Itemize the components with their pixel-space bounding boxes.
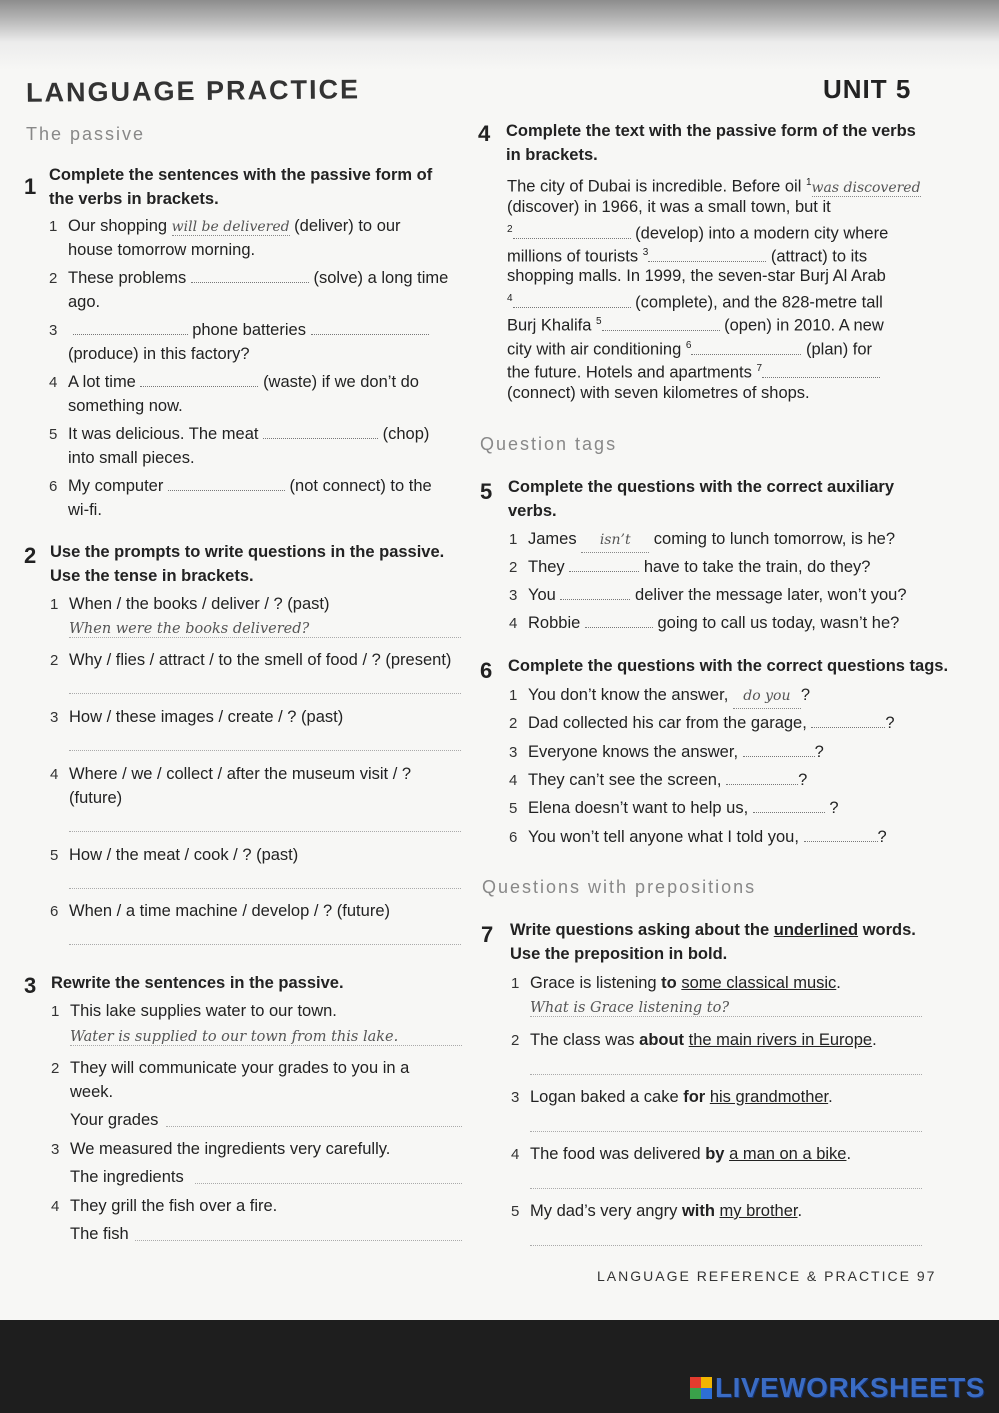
answer-field[interactable]: do you [733, 684, 801, 709]
answer-field[interactable]: will be delivered [171, 219, 290, 235]
exercise-2-item: 1 When / the books / deliver / ? (past) [50, 595, 330, 613]
exercise-7-instruction: Write questions asking about the underlined words. Use the preposition in bold. [510, 921, 916, 963]
exercise-number: 4 [478, 121, 491, 146]
answer-line[interactable] [69, 888, 461, 889]
exercise-4-instruction: Complete the text with the passive form of the verbs in brackets. [506, 122, 916, 164]
exercise-5-instruction: Complete the questions with the correct auxiliary verbs. [508, 478, 895, 520]
exercise-3-instruction: Rewrite the sentences in the passive. [51, 974, 344, 992]
unit-label: UNIT 5 [823, 74, 912, 104]
answer-line[interactable] [69, 831, 461, 832]
answer-field[interactable] [585, 613, 653, 628]
logo-icon [690, 1377, 712, 1399]
answer-field[interactable] [811, 713, 885, 728]
exercise-5-item: 4 Robbie going to call us today, wasn’t he? [509, 614, 900, 632]
answer-line[interactable] [135, 1240, 462, 1241]
exercise-3-item: 1 This lake supplies water to our town. [51, 1002, 337, 1020]
sentence-start: The ingredients [70, 1168, 184, 1186]
sentence-start: The fish [70, 1225, 129, 1243]
answer-field[interactable] [191, 268, 309, 283]
answer-field[interactable] [73, 320, 188, 335]
text-line: (discover) in 1966, it was a small town, but it [507, 198, 831, 216]
page-footer: LANGUAGE REFERENCE & PRACTICE 97 [597, 1268, 937, 1284]
item-continuation: into small pieces. [68, 449, 195, 467]
answer-field[interactable] [762, 363, 880, 378]
exercise-6-item: 3 Everyone knows the answer, ? [509, 743, 824, 761]
exercise-3-item: 3 We measured the ingredients very carefully. [51, 1140, 391, 1158]
answer-field[interactable] [513, 224, 631, 239]
exercise-number: 7 [481, 922, 494, 947]
text-line: The city of Dubai is incredible. Before oil $^1$was discovered [507, 177, 921, 196]
item-continuation: wi-fi. [68, 501, 102, 519]
section-title-prepositions: Questions with prepositions [482, 877, 757, 897]
exercise-number: 5 [480, 479, 493, 504]
answer-line[interactable]: Water is supplied to our town from this lake. [70, 1028, 462, 1046]
exercise-2-item: 5 How / the meat / cook / ? (past) [50, 846, 299, 864]
answer-line[interactable] [69, 944, 461, 945]
text-line: $^2$ (develop) into a modern city where [507, 224, 889, 243]
exercise-2-item: 6 When / a time machine / develop / ? (future) [50, 902, 390, 920]
answer-line[interactable] [530, 1131, 922, 1132]
item-continuation: ago. [68, 293, 101, 311]
exercise-7-item: 2 The class was about the main rivers in Europe. [511, 1031, 877, 1049]
answer-line[interactable]: When were the books delivered? [69, 620, 461, 638]
exercise-6-item: 1 You don’t know the answer, do you ? [509, 683, 810, 709]
page-number: 97 [916, 1268, 937, 1284]
answer-field[interactable] [168, 476, 285, 491]
answer-field[interactable] [753, 798, 825, 813]
answer-line[interactable] [530, 1245, 922, 1246]
answer-line[interactable] [69, 693, 461, 694]
exercise-2-instruction: Use the prompts to write questions in the passive. Use the tense in brackets. [50, 543, 445, 585]
answer-field[interactable] [804, 827, 878, 842]
item-continuation: something now. [68, 397, 183, 415]
text-line: the future. Hotels and apartments $^7$ [507, 357, 880, 385]
section-title-passive: The passive [26, 124, 146, 144]
answer-field[interactable] [263, 424, 378, 439]
exercise-number: 2 [24, 543, 37, 568]
exercise-7-item: 3 Logan baked a cake for his grandmother. [511, 1088, 833, 1106]
sentence-start: Your grades [70, 1111, 159, 1129]
liveworksheets-logo: LIVEWORKSHEETS [690, 1372, 985, 1404]
exercise-7-item: 5 My dad’s very angry with my brother. [511, 1202, 803, 1220]
item-continuation: house tomorrow morning. [68, 241, 256, 259]
exercise-1-item: 1 Our shopping will be delivered (deliver) to our [49, 217, 401, 235]
exercise-3-item: 4 They grill the fish over a fire. [51, 1197, 278, 1215]
text-line: shopping malls. In 1999, the seven-star Burj Al Arab [507, 267, 886, 285]
answer-line[interactable] [166, 1126, 462, 1127]
item-continuation: (produce) in this factory? [68, 345, 250, 363]
answer-field[interactable] [569, 557, 639, 572]
answer-line[interactable]: What is Grace listening to? [530, 999, 922, 1017]
section-title-question-tags: Question tags [480, 434, 618, 454]
text-line: city with air conditioning $^6$ (plan) for [507, 340, 873, 359]
exercise-7-item: 4 The food was delivered by a man on a bike. [511, 1145, 852, 1163]
answer-field[interactable] [602, 316, 720, 331]
answer-field[interactable] [311, 320, 429, 335]
answer-line[interactable] [530, 1188, 922, 1189]
answer-field[interactable] [726, 770, 798, 785]
exercise-2-item: 2 Why / flies / attract / to the smell of food / ? (present) [50, 651, 452, 669]
answer-field[interactable] [513, 293, 631, 308]
answer-line[interactable] [530, 1074, 922, 1075]
exercise-1-item: 2 These problems (solve) a long time [49, 269, 449, 287]
item-continuation: (future) [69, 789, 123, 807]
answer-field[interactable]: was discovered [811, 179, 921, 196]
exercise-2-item: 4 Where / we / collect / after the museum visit / ? [50, 765, 412, 783]
exercise-number: 3 [24, 973, 37, 998]
exercise-number: 6 [480, 658, 493, 683]
answer-field[interactable] [560, 585, 630, 600]
exercise-1-item: 6 My computer (not connect) to the [49, 477, 432, 495]
text-line: (connect) with seven kilometres of shops. [507, 384, 810, 402]
answer-field[interactable] [648, 247, 766, 262]
exercise-6-item: 2 Dad collected his car from the garage, ? [509, 714, 895, 732]
answer-line[interactable] [69, 750, 461, 751]
exercise-6-item: 6 You won’t tell anyone what I told you, ? [509, 828, 887, 846]
answer-field[interactable] [140, 372, 258, 387]
exercise-1-item: 5 It was delicious. The meat (chop) [49, 425, 430, 443]
answer-field[interactable] [691, 340, 801, 355]
exercise-5-item: 3 You deliver the message later, won’t you? [509, 586, 907, 604]
page-title: LANGUAGE PRACTICE [25, 74, 361, 108]
answer-field[interactable] [743, 742, 815, 757]
text-line: Burj Khalifa $^5$ (open) in 2010. A new [507, 316, 884, 335]
exercise-2-item: 3 How / these images / create / ? (past) [50, 708, 344, 726]
item-continuation: week. [70, 1083, 114, 1101]
exercise-5-item: 2 They have to take the train, do they? [509, 558, 871, 576]
text-line: millions of tourists $^3$ (attract) to its [507, 247, 868, 266]
exercise-number: 1 [24, 174, 37, 199]
exercise-6-item: 5 Elena doesn’t want to help us, ? [509, 799, 839, 817]
exercise-3-item: 2 They will communicate your grades to you in a [51, 1059, 410, 1077]
exercise-6-instruction: Complete the questions with the correct questions tags. [508, 657, 949, 675]
answer-line[interactable] [195, 1183, 462, 1184]
exercise-7-item: 1 Grace is listening to some classical music. [511, 974, 841, 992]
answer-field[interactable]: isn’t [581, 528, 649, 553]
exercise-5-item: 1 James isn’t coming to lunch tomorrow, is he? [509, 527, 895, 553]
exercise-1-item: 3 phone batteries [49, 318, 429, 343]
text-line: $^4$ (complete), and the 828-metre tall [507, 293, 883, 312]
exercise-6-item: 4 They can’t see the screen, ? [509, 771, 808, 789]
exercise-1-instruction: Complete the sentences with the passive form of the verbs in brackets. [49, 166, 433, 208]
exercise-1-item: 4 A lot time (waste) if we don’t do [49, 373, 419, 391]
